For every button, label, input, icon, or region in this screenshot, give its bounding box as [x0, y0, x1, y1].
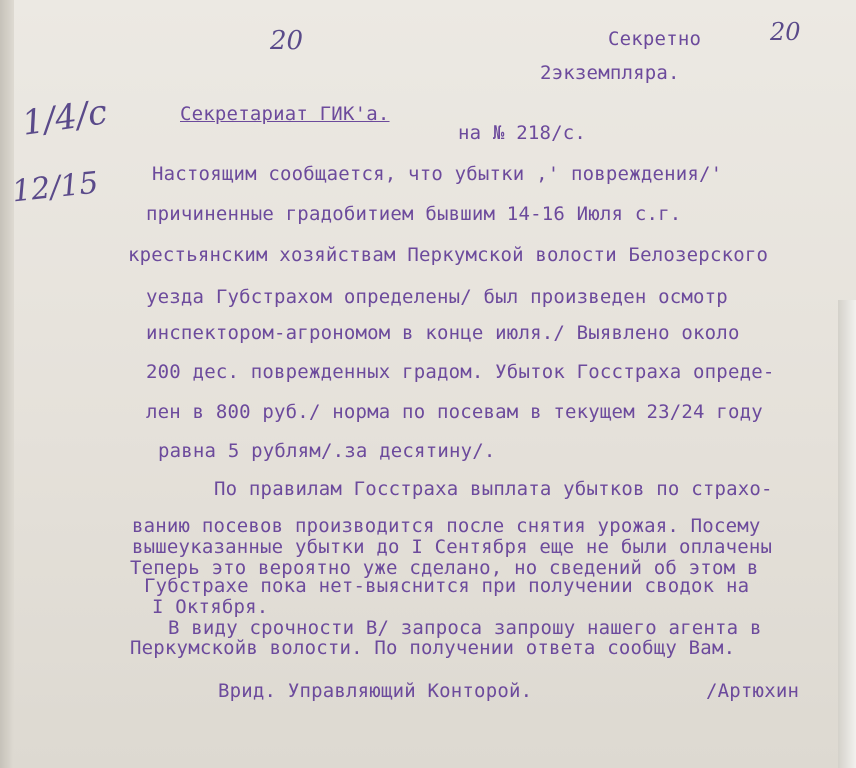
- body-line: Губстрахе пока нет-выяснится при получении сводок на: [144, 575, 750, 597]
- body-line: крестьянским хозяйствам Перкумской волости Белозерского: [128, 244, 769, 266]
- body-line: Настоящим сообщается, что убытки ,' повреждения/': [152, 163, 723, 185]
- body-line: лен в 800 руб./ норма по посевам в текущем 23/24 году: [146, 401, 763, 423]
- body-line: Теперь это вероятно уже сделано, но сведений об этом в: [130, 557, 759, 579]
- copies-count: 2экземпляра.: [540, 62, 680, 84]
- body-line: уезда Губстрахом определены/ был произведен осмотр: [146, 286, 728, 308]
- margin-mark-1: 1/4/с: [19, 92, 110, 144]
- body-line: вышеуказанные убытки до I Сентября еще не были оплачены: [132, 536, 773, 558]
- body-line: I Октября.: [152, 596, 269, 618]
- secret-stamp: Секретно: [608, 28, 702, 50]
- addressee: Секретариат ГИК'а.: [180, 103, 390, 125]
- body-line: равна 5 рублям/.за десятину/.: [158, 440, 496, 462]
- body-line: причиненные градобитием бывшим 14-16 Июля с.г.: [146, 203, 682, 225]
- body-line: ванию посевов производится после снятия урожая. Посему: [132, 515, 761, 537]
- signatory-title: Врид. Управляющий Конторой.: [218, 680, 533, 702]
- body-line: По правилам Госстраха выплата убытков по страхо-: [214, 478, 773, 500]
- body-line: 200 дес. поврежденных градом. Убыток Госстраха опреде-: [146, 361, 775, 383]
- body-line: Перкумскойв волости. По получении ответа сообщу Вам.: [130, 637, 736, 659]
- signatory-name: /Артюхин: [706, 680, 800, 702]
- body-line: инспектором-агрономом в конце июля./ Выявлено около: [146, 322, 740, 344]
- corner-number-handwritten: 20: [770, 18, 801, 46]
- next-sheet-edge: [838, 300, 856, 768]
- page-fold-shadow: [0, 0, 14, 768]
- reference-number: на № 218/с.: [458, 122, 587, 144]
- body-line: В виду срочности В/ запроса запрошу нашего агента в: [168, 617, 762, 639]
- margin-mark-2: 12/15: [10, 165, 101, 210]
- page-number-handwritten: 20: [270, 26, 304, 56]
